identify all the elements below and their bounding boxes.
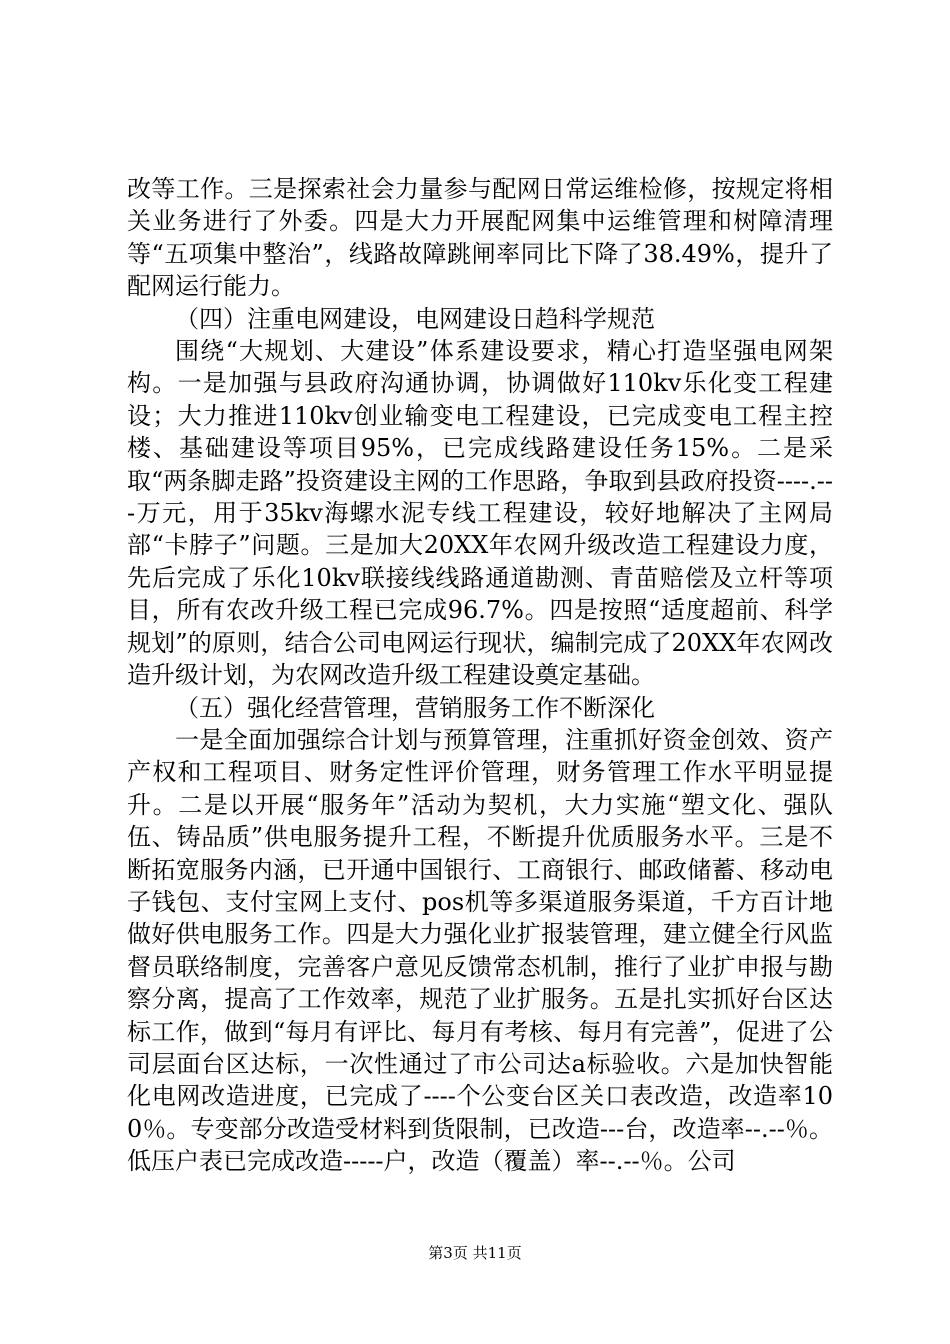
document-body (127, 173, 833, 1178)
paragraph-grid-construction: 围绕“大规划、大建设”体系建设要求，精心打造坚强电网架构。一是加强与县政府沟通协调，协调做好110kv乐化变工程建设；大力推进110kv创业输变电工程建设，已完成变电工程主控楼、基础建设等项目95%，已完成线路建设任务15%。二是采取“两条脚走路”投资建设主网的工作思路，争取到县政府投资----.---万元，用于35kv海螺水泥专线工程建设，较好地解决了主网局部“卡脖子”问题。三是加大20XX年农网升级改造工程建设力度，先后完成了乐化10kv联接线线路通道勘测、青苗赔偿及立杆等项目，所有农改升级工程已完成96.7%。四是按照“适度超前、科学规划”的原则，结合公司电网运行现状，编制完成了20XX年农网改造升级计划，为农网改造升级工程建设奠定基础。 (127, 337, 833, 690)
paragraph-continued: 改等工作。三是探索社会力量参与配网日常运维检修，按规定将相关业务进行了外委。四是大力开展配网集中运维管理和树障清理等“五项集中整治”，线路故障跳闸率同比下降了38.49%，提升了配网运行能力。 (127, 175, 833, 301)
section-heading-5: （五）强化经营管理，营销服务工作不断深化 (175, 693, 655, 722)
page-number-footer: 第3页 共11页 (428, 1244, 522, 1262)
paragraph-operations-management: 一是全面加强综合计划与预算管理，注重抓好资金创效、资产产权和工程项目、财务定性评价管理，财务管理工作水平明显提升。二是以开展“服务年”活动为契机，大力实施“塑文化、强队伍、铸品质”供电服务提升工程，不断提升优质服务水平。三是不断拓宽服务内涵，已开通中国银行、工商银行、邮政储蓄、移动电子钱包、支付宝网上支付、pos机等多渠道服务渠道，千方百计地做好供电服务工作。四是大力强化业扩报装管理，建立健全行风监督员联络制度，完善客户意见反馈常态机制，推行了业扩申报与勘察分离，提高了工作效率，规范了业扩服务。五是扎实抓好台区达标工作，做到“每月有评比、每月有考核、每月有完善”，促进了公司层面台区达标，一次性通过了市公司达a标验收。六是加快智能化电网改造进度，已完成了----个公变台区关口表改造，改造率100％。专变部分改造受材料到货限制，已改造---台，改造率--.--％。低压户表已完成改造-----户，改造（覆盖）率--.--％。公司 (127, 725, 833, 1176)
section-heading-4: （四）注重电网建设，电网建设日趋科学规范 (175, 304, 655, 333)
